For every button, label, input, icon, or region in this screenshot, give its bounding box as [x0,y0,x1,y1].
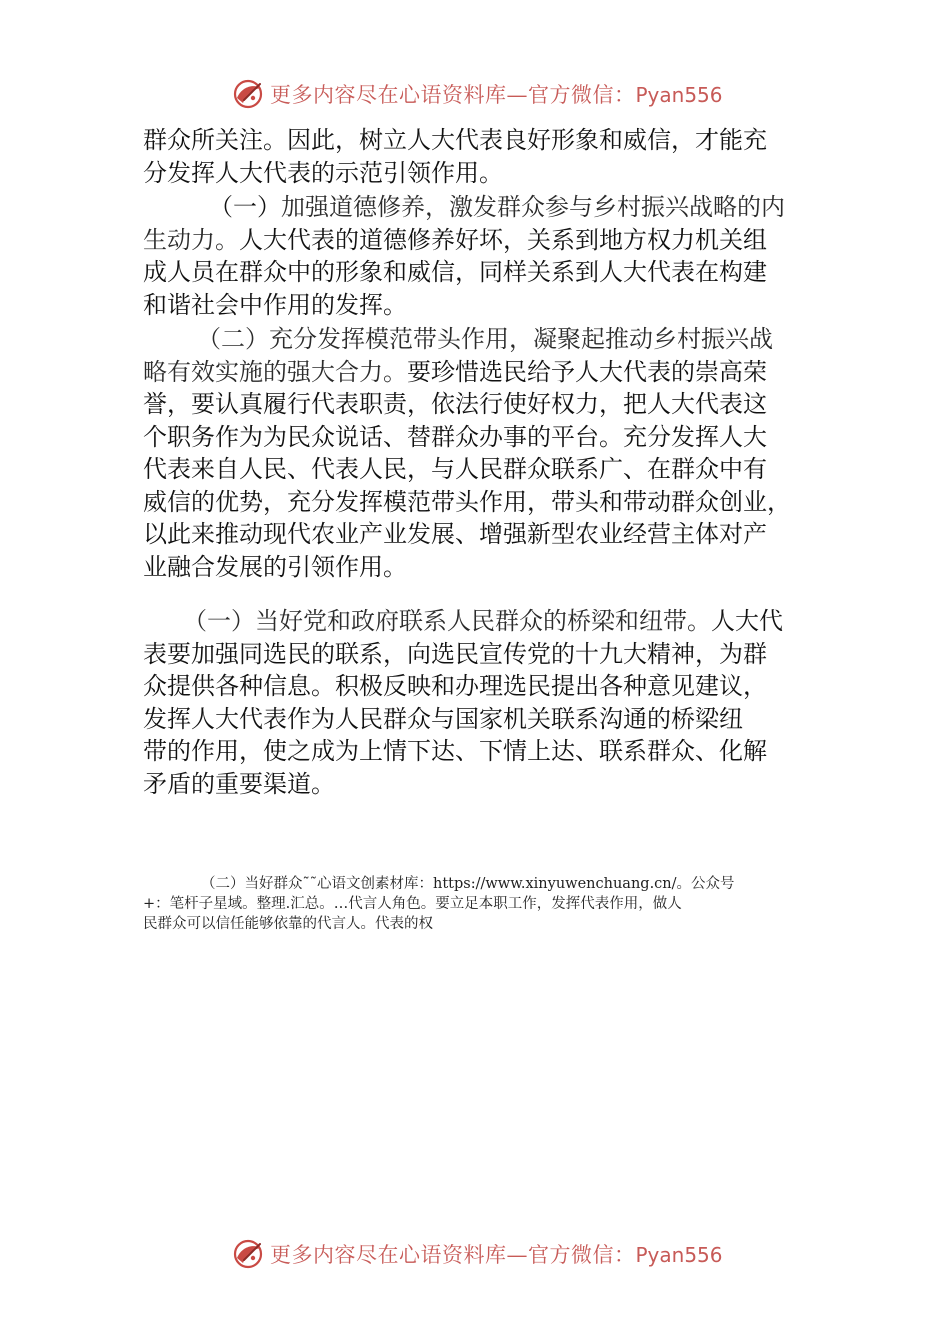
header-watermark-banner [230,74,723,114]
paragraph-bridge-role: （一）当好党和政府联系人民群众的桥梁和纽带。人大代 表要加强同选民的联系，向选民宣传党的十九大精神，为群 众提供各种信息。积极反映和办理选民提出各种意见建议， 发挥人大代表作为人民群众与国家机关联系沟通的桥梁纽 带的作用，使之成为上情下达、下情上达、联系群众、化解 矛盾的重要渠道。 [143,607,783,798]
paragraph-moral-cultivation: （一）加强道德修养，激发群众参与乡村振兴战略的内 生动力。人大代表的道德修养好坏，关系到地方权力机关组 成人员在群众中的形象和威信，同样关系到人大代表在构建 和谐社会中作用的发挥。 [143,193,785,319]
paragraph-1: 群众所关注。因此，树立人大代表良好形象和威信，才能充 分发挥人大代表的示范引领作用。 [143,126,767,187]
banner-text: 更多内容尽在心语资料库—官方微信：Pyan556 [270,1243,723,1267]
banner-text: 更多内容尽在心语资料库—官方微信：Pyan556 [270,83,723,107]
wechat-id: Pyan556 [635,1243,723,1267]
footnote-small-text: （二）当好群众˜˜心语文创素材库：https://www.xinyuwenchuang.cn/。公众号 +：笔杆子星域。整理.汇总。…代言人角色。要立足本职工作，发挥代表作用，做人 民群众可以信任能够依靠的代言人。代表的权 [143,876,735,932]
library-logo-icon [230,76,266,112]
library-logo-icon [230,1236,266,1272]
footer-watermark-banner [230,1234,723,1274]
wechat-id: Pyan556 [635,83,723,107]
paragraph-exemplary-role: （二）充分发挥模范带头作用，凝聚起推动乡村振兴战 略有效实施的强大合力。要珍惜选民给予人大代表的崇高荣 誉，要认真履行代表职责，依法行使好权力，把人大代表这 个职务作为为民众说话、替群众办事的平台。充分发挥人大 代表来自人民、代表人民，与人民群众联系广、在群众中有 威信的优势，充分发挥模范带头作用，带头和带动群众创业， 以此来推动现代农业产业发展、增强新型农业经营主体对产 业融合发展的引领作用。 [143,325,791,581]
document-body [143,124,823,800]
